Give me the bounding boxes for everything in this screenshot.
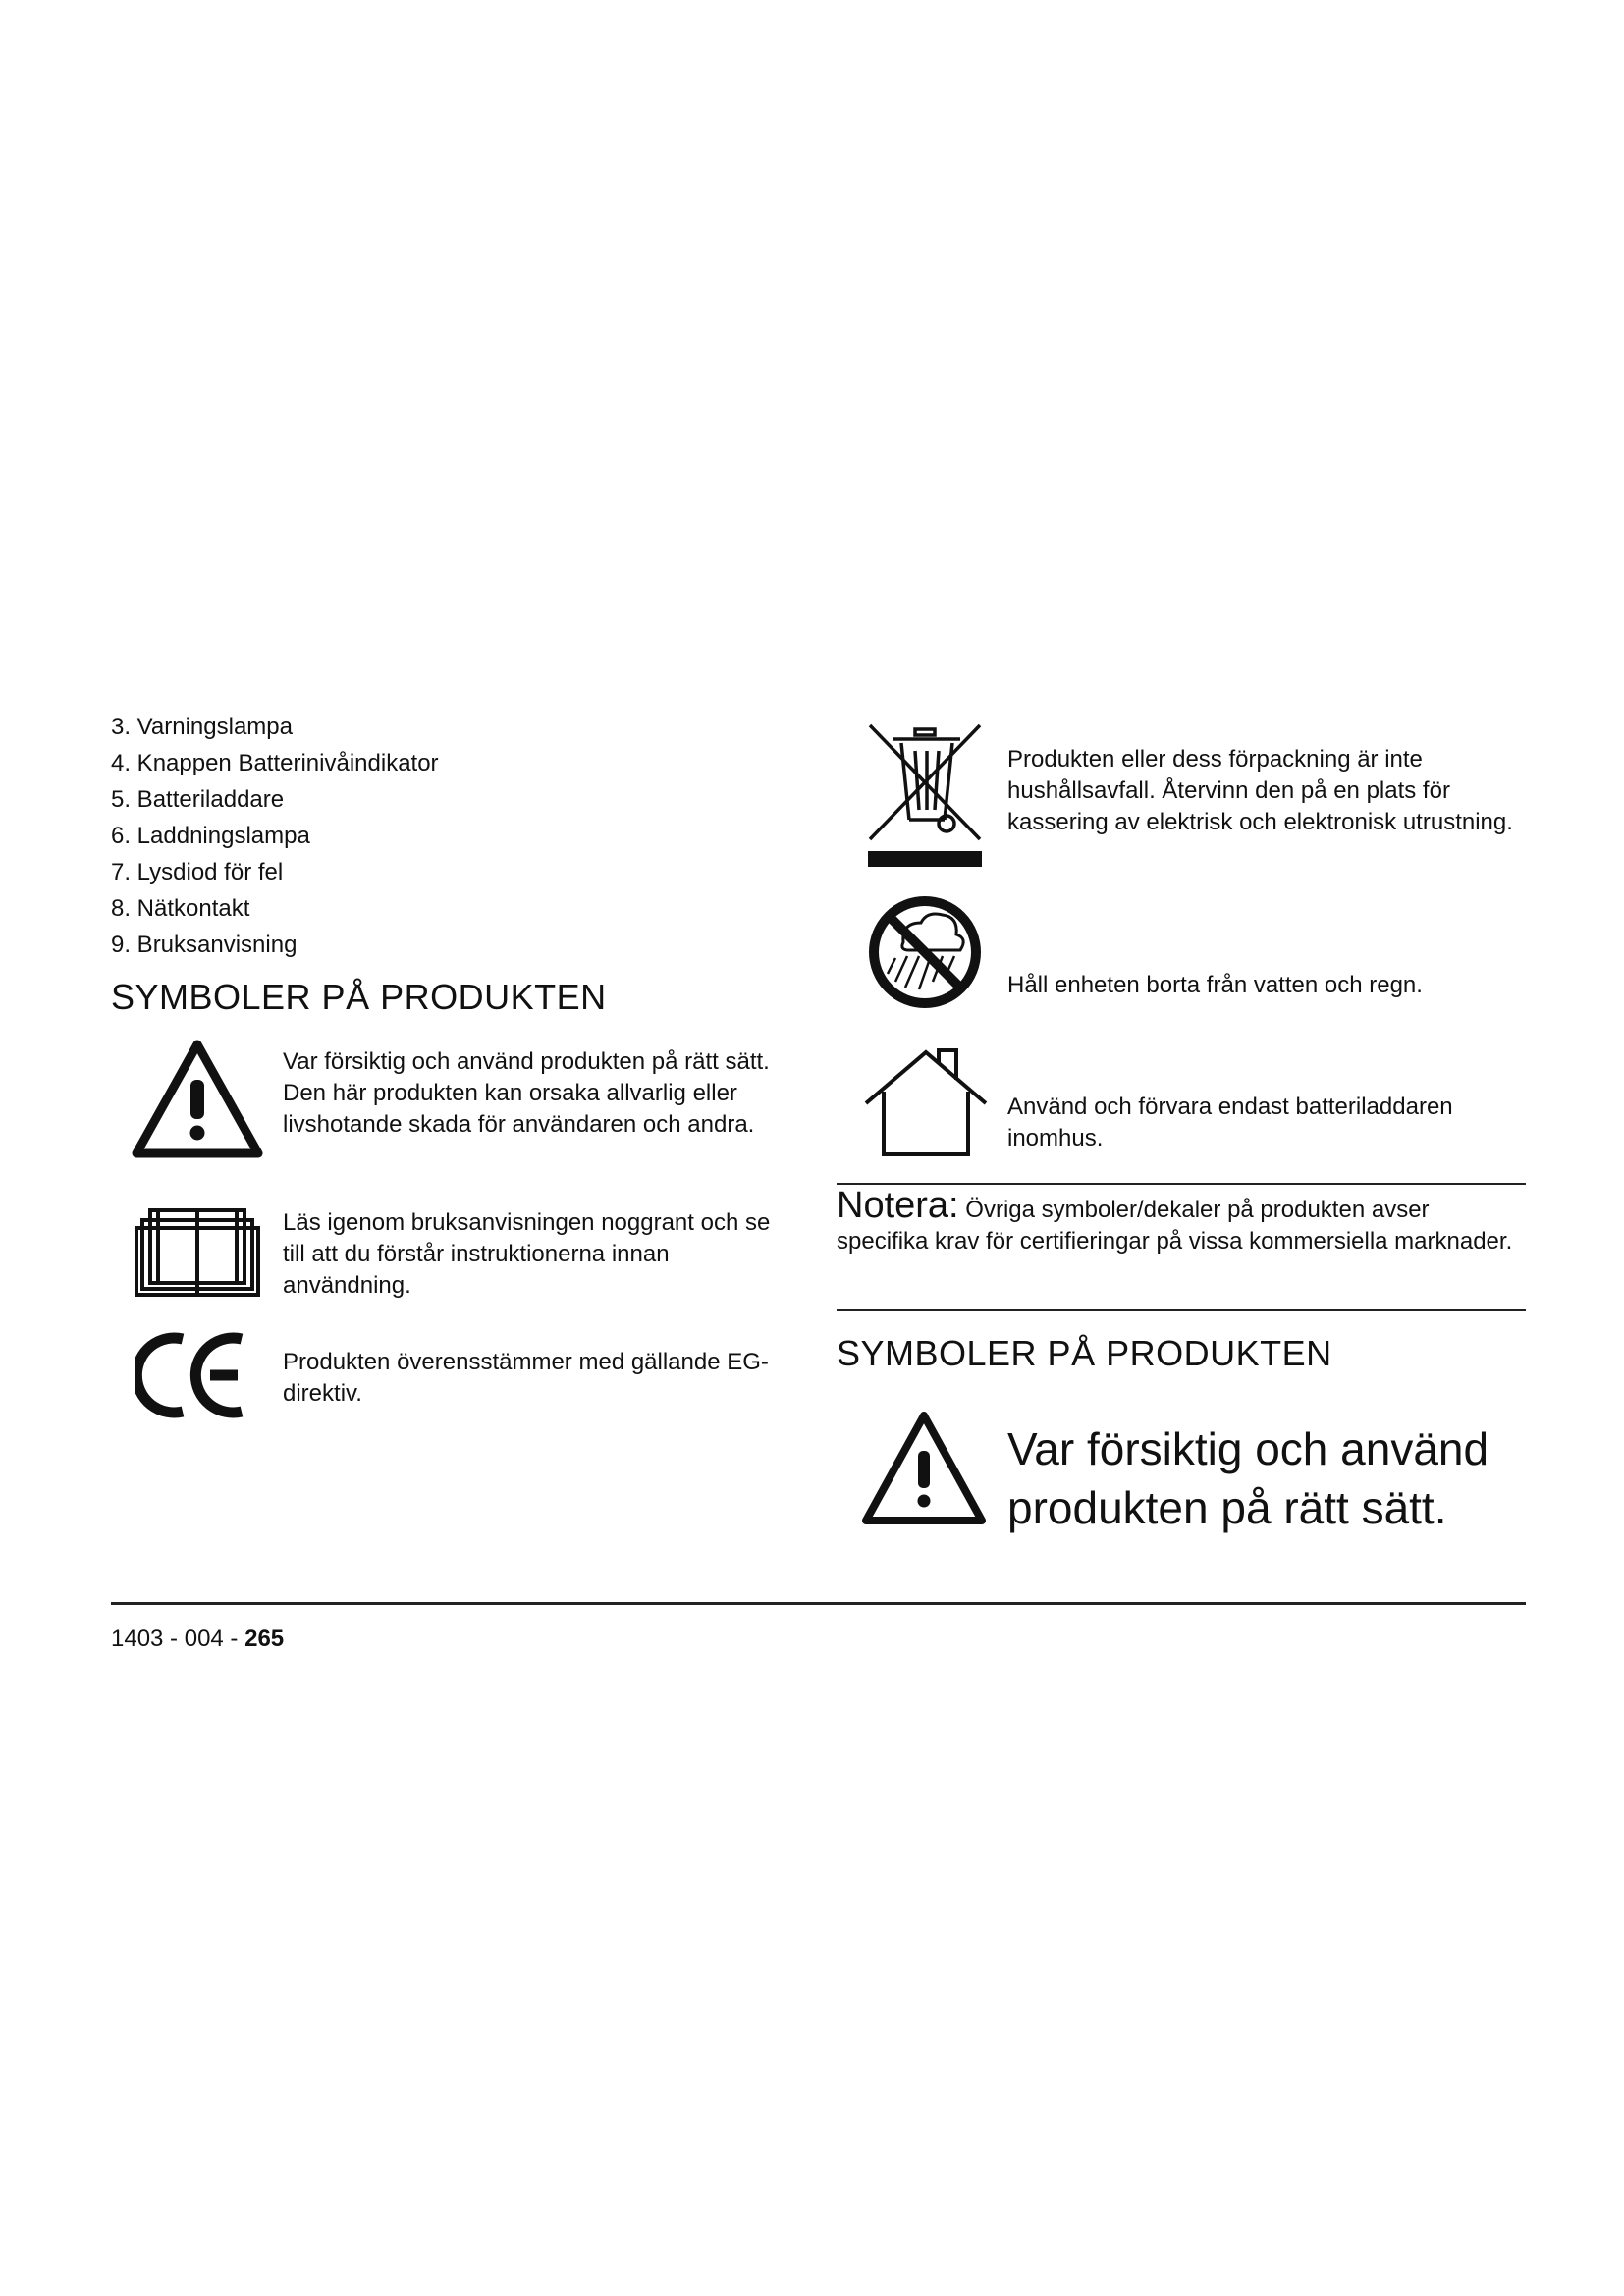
- list-item: 9. Bruksanvisning: [111, 932, 298, 958]
- section-heading-right: SYMBOLER PÅ PRODUKTEN: [837, 1333, 1332, 1373]
- list-item: 4. Knappen Batterinivåindikator: [111, 750, 439, 776]
- decal-text: Var försiktig och använd produkten på rätt sätt.: [1007, 1423, 1489, 1533]
- note-text: Övriga symboler/dekaler på produkten avser specifika krav för certifieringar på vissa kommersiella marknader.: [837, 1197, 1513, 1255]
- symbol-description: Produkten eller dess förpackning är inte hushållsavfall. Återvinn den på en plats för kassering av elektrisk och elektronisk utrustning.: [1007, 746, 1513, 835]
- symbol-description: Var försiktig och använd produkten på rätt sätt. Den här produkten kan orsaka allvarlig eller livshotande skada för användaren och andra.: [283, 1048, 770, 1138]
- no-rain-icon: [866, 893, 984, 1011]
- note-paragraph: [837, 1185, 1524, 1257]
- crossed-out-bin-icon: [866, 721, 984, 871]
- page-number: 265: [244, 1626, 285, 1652]
- warning-triangle-icon: [131, 1039, 264, 1160]
- divider: [837, 1309, 1526, 1311]
- warning-triangle-icon: [860, 1410, 988, 1527]
- document-code: 1403 - 004 -: [111, 1626, 239, 1652]
- list-item: 5. Batteriladdare: [111, 786, 285, 813]
- symbol-description: Använd och förvara endast batteriladdaren inomhus.: [1007, 1094, 1453, 1151]
- symbol-description: Håll enheten borta från vatten och regn.: [1007, 972, 1423, 998]
- list-item: 8. Nätkontakt: [111, 895, 250, 922]
- footer-rule: [111, 1602, 1526, 1605]
- ce-mark-icon: [135, 1331, 247, 1419]
- manual-book-icon: [133, 1202, 262, 1301]
- indoor-house-icon: [862, 1048, 990, 1158]
- note-label: Notera:: [837, 1185, 959, 1226]
- parts-list: [111, 709, 798, 963]
- symbol-description: Läs igenom bruksanvisningen noggrant och se till att du förstår instruktionerna innan användning.: [283, 1209, 771, 1299]
- symbol-description: Produkten överensstämmer med gällande EG-direktiv.: [283, 1349, 769, 1407]
- footer: [111, 1626, 284, 1653]
- section-heading-left: SYMBOLER PÅ PRODUKTEN: [111, 977, 607, 1017]
- list-item: 7. Lysdiod för fel: [111, 859, 284, 885]
- list-item: 3. Varningslampa: [111, 714, 293, 740]
- list-item: 6. Laddningslampa: [111, 823, 310, 849]
